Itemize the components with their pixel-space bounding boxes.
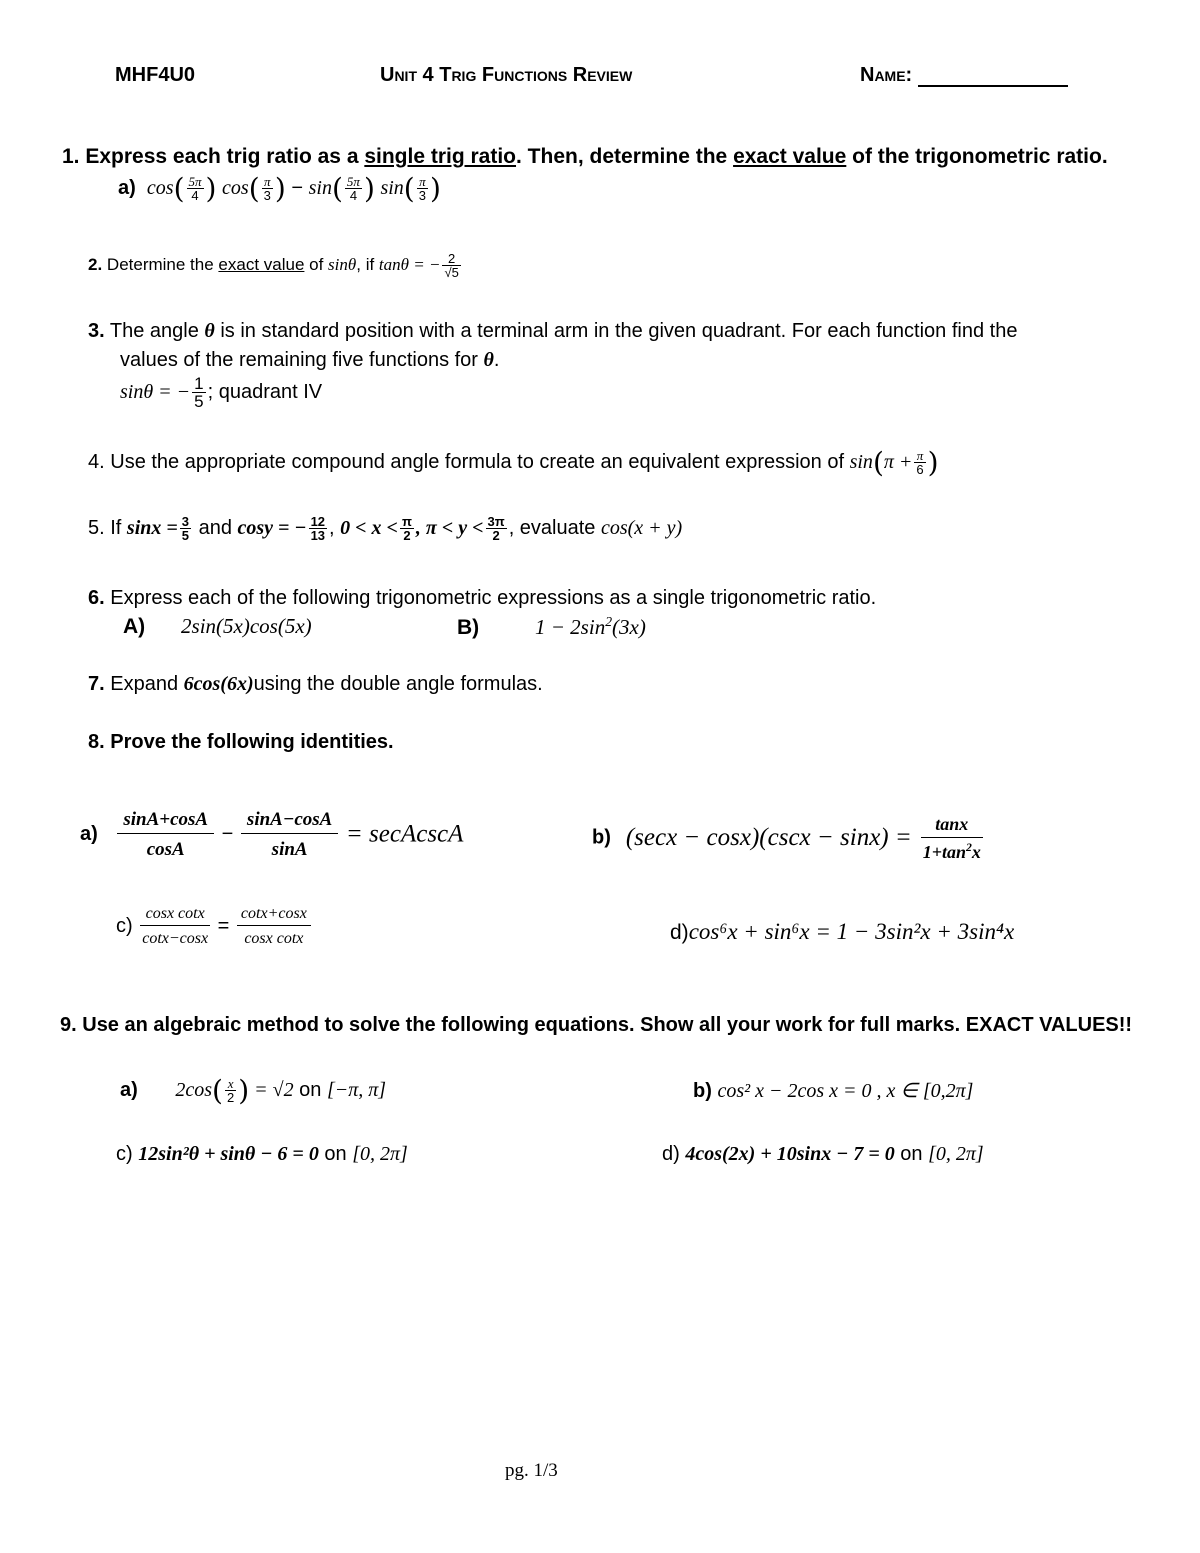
q8a-minus: − — [221, 823, 234, 845]
q5-and: and — [193, 516, 238, 539]
q9d-interval: [0, 2π] — [928, 1143, 984, 1165]
q6-number: 6. — [88, 587, 105, 609]
q1-text-end: of the trigonometric ratio. — [846, 145, 1108, 168]
q1-underline-single: single trig ratio — [364, 145, 517, 168]
q7-tail: using the double angle formulas. — [253, 673, 543, 695]
name-field[interactable] — [860, 64, 1068, 87]
q9b-expr: cos² x − 2cos x = 0 , x ∈ [0,2π] — [717, 1080, 974, 1102]
q5-frac-3: $\frac{\pi}{2}$ — [401, 514, 412, 543]
q9-part-a: a) 2cos( $\frac{x}{2}$ ) = √2 on [−π, π] — [120, 1074, 387, 1107]
q2-underline-exact: exact value — [218, 254, 305, 274]
question-6 — [88, 587, 876, 610]
q1a-label: a) — [118, 176, 136, 199]
q8b-frac: $\frac{\tan x}{1+\tan^2x}$ — [922, 814, 981, 862]
q4-number: 4. — [88, 450, 105, 473]
question-8-title: 8. Prove the following identities. — [88, 731, 394, 753]
question-3-line-2 — [120, 349, 499, 372]
q1a-frac-2: $\frac{\pi}{3}$ — [263, 174, 271, 203]
q5-comma: , — [329, 516, 335, 539]
q4-frac: $\frac{\pi}{6}$ — [916, 448, 924, 477]
q6-part-a — [123, 614, 312, 639]
q7-lead: Expand — [104, 673, 184, 695]
question-4: 4. Use the appropriate compound angle formula to create an equivalent expression of sin(π + $\frac{\pi}{6}$ ) — [88, 446, 939, 479]
q9-number: 9. — [60, 1014, 77, 1036]
q3-given — [120, 375, 322, 410]
q2-tan-theta: tanθ = − — [378, 254, 441, 274]
q9d-on: on — [894, 1143, 929, 1165]
q2-number: 2. — [88, 254, 103, 274]
q9-all: all — [699, 1014, 722, 1036]
q7-number: 7. — [88, 673, 105, 695]
q1a-minus: − — [291, 176, 304, 199]
q5-target: cos(x + y) — [600, 516, 683, 539]
q3-sin-theta: sinθ = − — [120, 380, 191, 403]
q8b-label: b) — [592, 826, 611, 849]
q1a-frac-1: $\frac{5\pi}{4}$ — [188, 174, 202, 203]
q9c-on: on — [318, 1143, 353, 1165]
q4-sin: sin — [849, 450, 873, 473]
q7-expr: 6cos(6x) — [183, 673, 254, 695]
q3-text-a: The angle — [104, 320, 205, 342]
q4-text: Use the appropriate compound angle formula to create an equivalent expression of — [104, 450, 850, 473]
q5-frac-4: $\frac{3\pi}{2}$ — [487, 514, 505, 543]
q3-period: . — [493, 349, 500, 371]
q8d-label: d) — [670, 921, 689, 944]
q5-sinx: sinx = — [126, 516, 178, 539]
q9a-label: a) — [120, 1078, 138, 1101]
q2-frac: $\frac{2}{√5}$ — [444, 251, 459, 280]
q2-if: , if — [356, 254, 379, 274]
name-label: Name: — [860, 64, 913, 86]
q3-quadrant: ; quadrant IV — [207, 380, 323, 403]
q9a-cos: 2cos — [175, 1078, 213, 1101]
question-5 — [88, 515, 682, 542]
q8-part-b — [592, 815, 985, 861]
q1a-cos-1: cos — [146, 176, 174, 199]
q1-text: Express each trig ratio as a — [85, 145, 365, 168]
q3-theta: θ — [204, 320, 215, 342]
q8d-expr: cos⁶x + sin⁶x = 1 − 3sin²x + 3sin⁴x — [688, 919, 1015, 944]
q1a-sin-2: sin — [380, 176, 404, 199]
q6b-expr: $1 - 2\sin^2(3x)$ — [535, 614, 646, 639]
q1a-sin-1: sin — [308, 176, 332, 199]
q8b-lhs: (secx − cosx)(cscx − sinx) = — [625, 824, 912, 851]
q9a-interval: [−π, π] — [326, 1078, 387, 1101]
q9-lead: Use an — [76, 1014, 154, 1036]
q4-pi-plus: π + — [883, 450, 913, 473]
q8a-frac-2: $\frac{\sin A-\cos A}{\sin A}$ — [241, 810, 338, 859]
q1-underline-exact: exact value — [733, 145, 847, 168]
q9-part-b — [693, 1078, 973, 1103]
q5-cosy: cosy = − — [237, 516, 307, 539]
q8a-frac-1: $\frac{\sin A+\cos A}{\cos A}$ — [117, 810, 214, 859]
q9c-label: c) — [116, 1143, 133, 1165]
question-1 — [62, 145, 1108, 169]
q9a-rhs: = √2 — [249, 1078, 294, 1101]
question-9 — [60, 1014, 1132, 1037]
q6-part-b — [457, 614, 646, 640]
q9-algebraic: algebraic — [153, 1014, 242, 1036]
q8c-equals: = — [217, 915, 230, 937]
q9-exact-values: EXACT VALUES!! — [965, 1014, 1133, 1036]
q9b-label: b) — [693, 1080, 712, 1102]
q8-part-a — [80, 810, 463, 859]
q5-evaluate: , evaluate — [508, 516, 601, 539]
q2-text: Determine the — [102, 254, 219, 274]
q1a-frac-4: $\frac{\pi}{3}$ — [418, 174, 426, 203]
q8a-label: a) — [80, 823, 98, 845]
q3-text-c: values of the remaining five functions for — [120, 349, 484, 371]
q3-frac: $\frac{1}{5}$ — [194, 374, 204, 411]
q6a-expr: 2sin(5x)cos(5x) — [181, 614, 312, 638]
q9a-frac: $\frac{x}{2}$ — [226, 1076, 235, 1105]
course-code: MHF4U0 — [115, 64, 196, 86]
q6-text: Express each of the following trigonometric expressions as a single trigonometric ratio. — [104, 587, 877, 609]
q8-part-c — [116, 906, 313, 947]
question-7 — [88, 673, 543, 696]
q5-number: 5. — [88, 516, 105, 539]
q1a-frac-3: $\frac{5\pi}{4}$ — [346, 174, 360, 203]
q6b-label: B) — [457, 616, 480, 639]
q5-frac-2: $\frac{12}{13}$ — [310, 514, 326, 543]
q9d-expr: 4cos(2x) + 10sinx − 7 = 0 — [685, 1143, 895, 1165]
q9-part-d — [662, 1143, 984, 1166]
q9-mid: method to solve the following equations. Show — [241, 1014, 700, 1036]
q5-x-range: 0 < x < — [340, 516, 398, 539]
q9c-interval: [0, 2π] — [352, 1143, 408, 1165]
page-number: pg. 1/3 — [505, 1460, 558, 1481]
question-3-line-1 — [88, 320, 1017, 343]
q1-text-mid: . Then, determine the — [516, 145, 734, 168]
q9d-label: d) — [662, 1143, 680, 1165]
q3-text-b: is in standard position with a terminal arm in the given quadrant. For each function find the — [214, 320, 1018, 342]
q5-if: If — [104, 516, 127, 539]
q1-part-a: a) cos( $\frac{5\pi}{4}$ ) cos( $\frac{\pi}{3}$ ) − sin( $\frac{5\pi}{4}$ ) sin( $\frac{\pi}{3}$ ) — [118, 172, 441, 205]
q8c-frac-1: $\frac{\text{cosx cotx}}{\cot x-\cos x}$ — [142, 905, 209, 947]
q9-mid2: your work for full marks. — [721, 1014, 966, 1036]
page-title: Unit 4 Trig Functions Review — [380, 64, 633, 86]
q8c-frac-2: $\frac{\cot x+\cos x}{\text{cosx cotx}}$ — [237, 906, 311, 947]
question-2 — [88, 252, 463, 279]
q2-of: of — [304, 254, 329, 274]
q5-y-range: , π < y < — [415, 516, 484, 539]
q5-frac-1: $\frac{3}{5}$ — [181, 514, 190, 543]
q3-number: 3. — [88, 320, 105, 342]
q9-part-c — [116, 1143, 408, 1166]
q8c-label: c) — [116, 915, 133, 937]
name-blank-line[interactable] — [918, 67, 1068, 87]
q3-theta-2: θ — [483, 349, 494, 371]
q9a-on: on — [293, 1078, 327, 1101]
q8a-rhs: = secAcscA — [345, 820, 464, 848]
q9c-expr: 12sin²θ + sinθ − 6 = 0 — [138, 1143, 319, 1165]
q2-sin-theta: sinθ — [328, 254, 357, 274]
q6a-label: A) — [123, 615, 146, 638]
q1a-cos-2: cos — [222, 176, 249, 199]
q1-number: 1. — [62, 145, 80, 168]
q8-part-d — [670, 918, 1014, 945]
